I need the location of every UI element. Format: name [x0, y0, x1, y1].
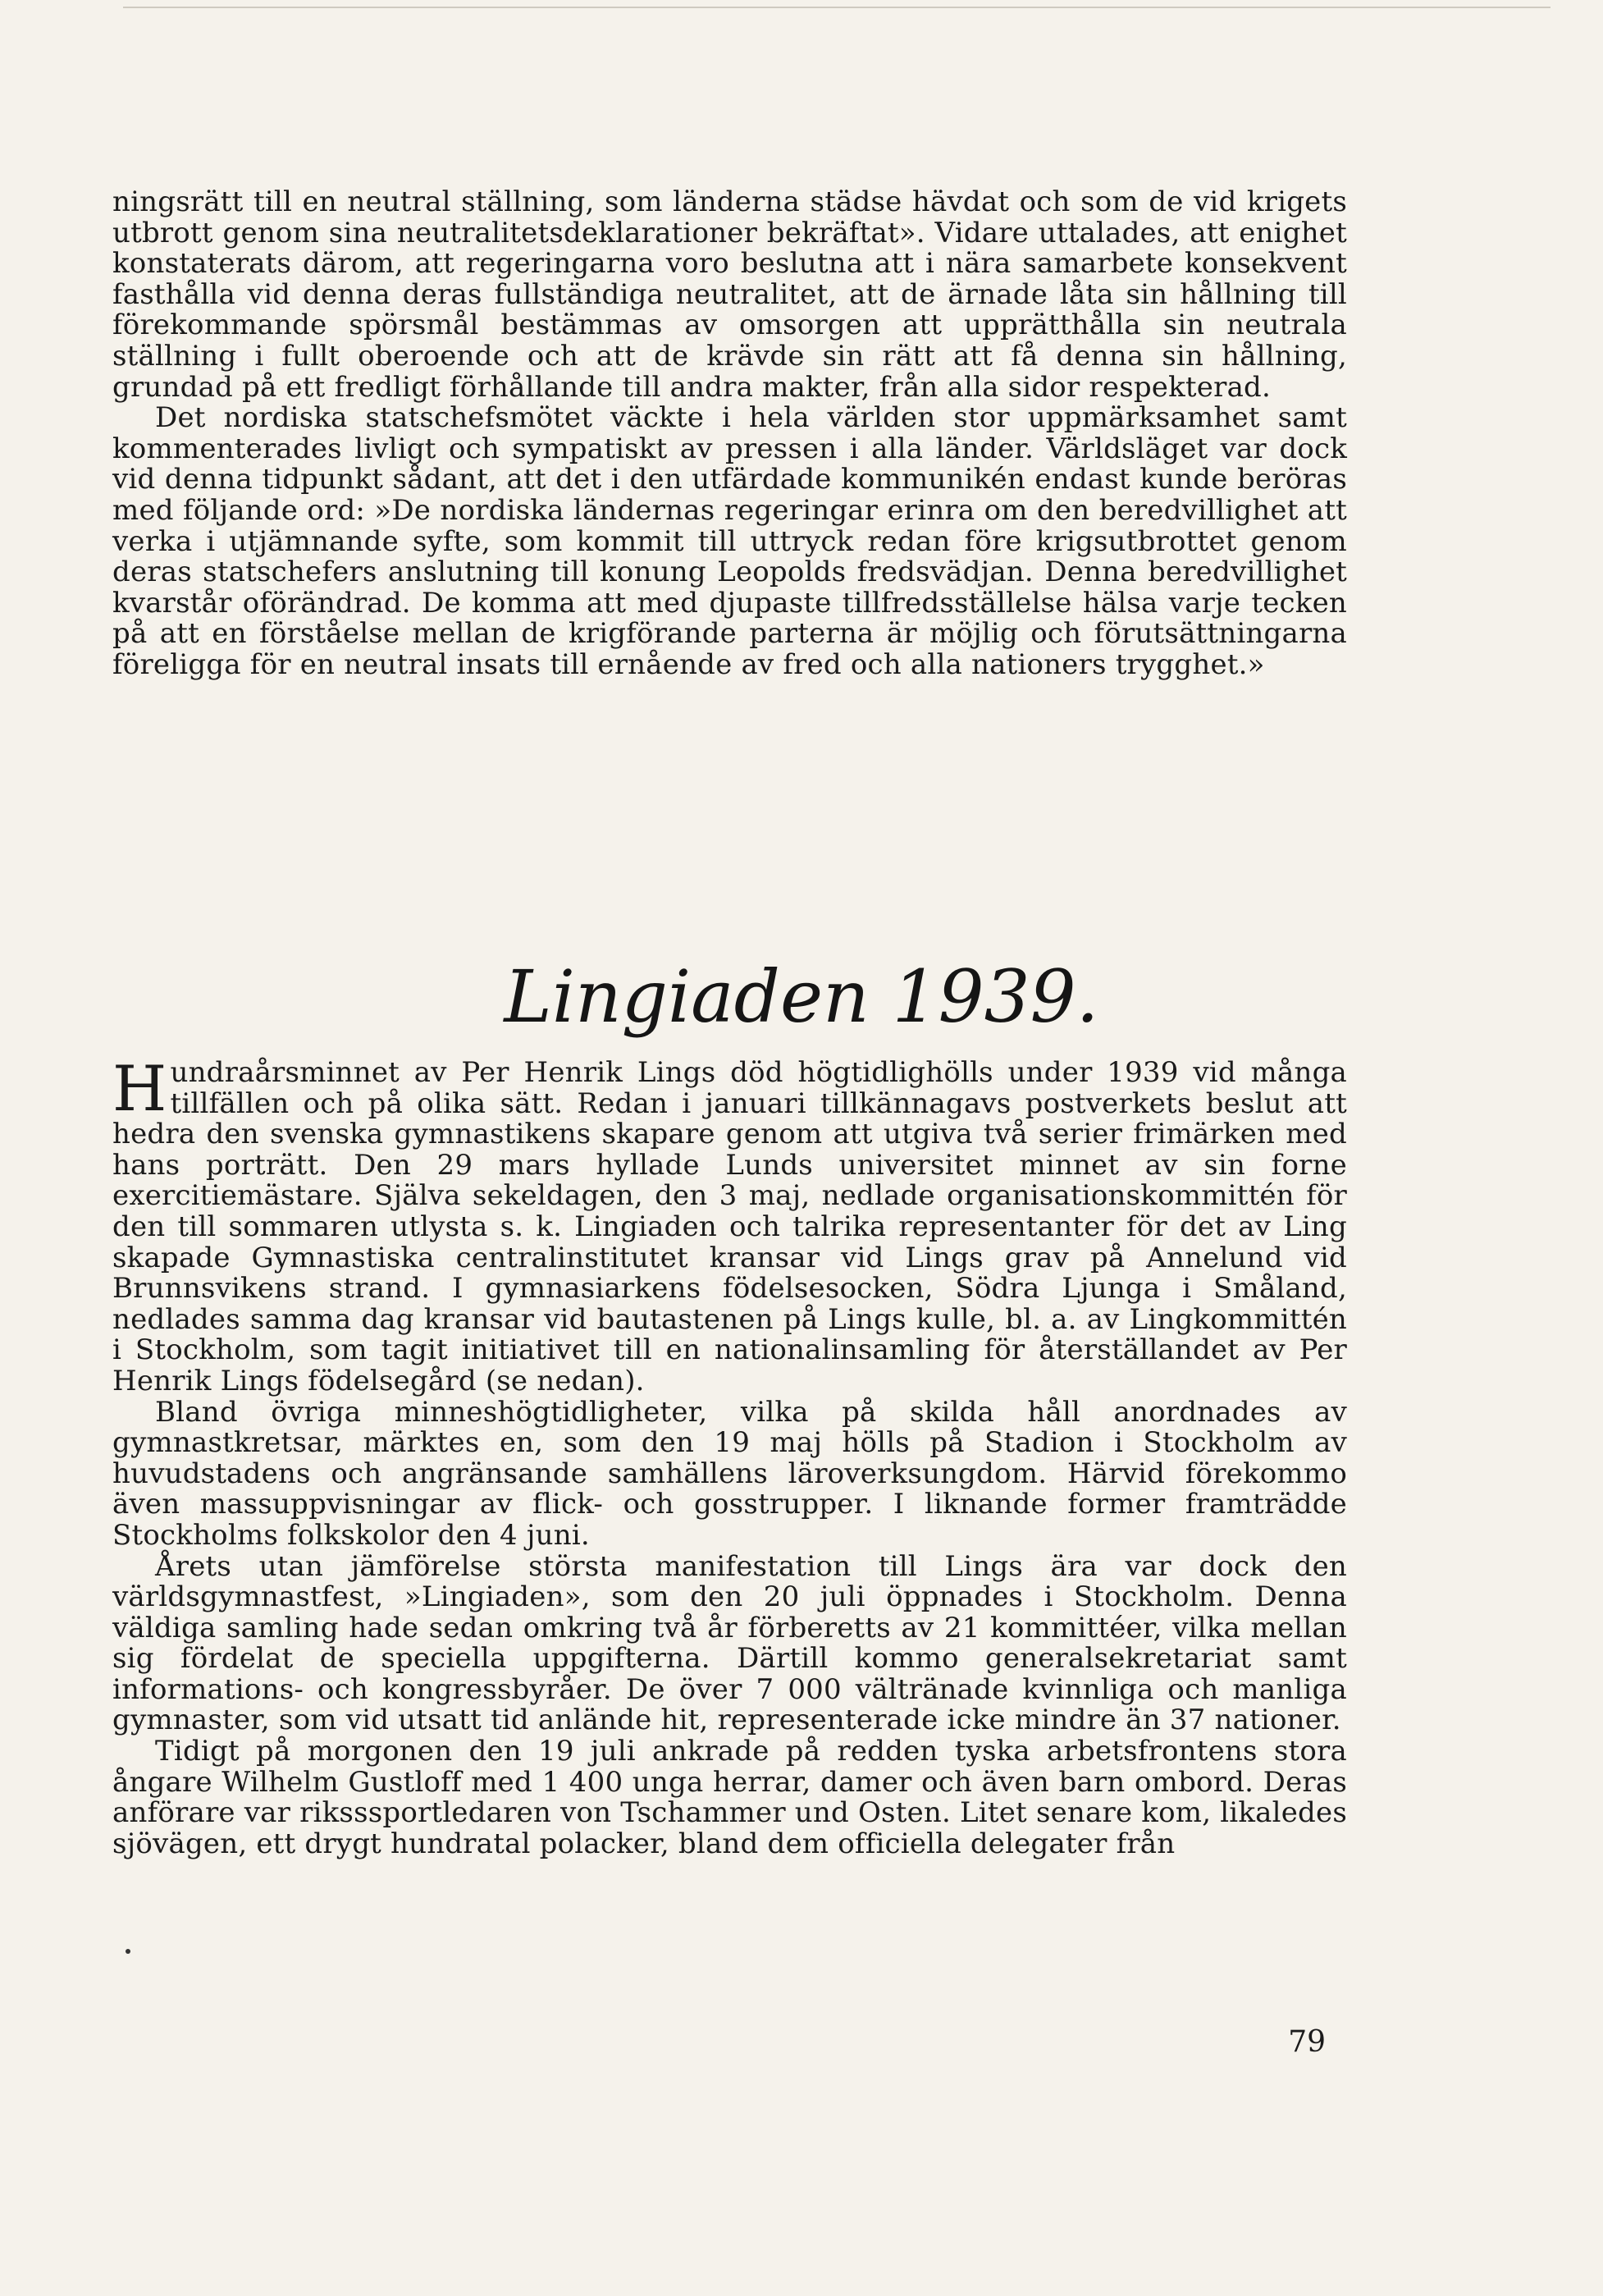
- top-text-block: [112, 187, 1347, 681]
- page-number: 79: [1288, 2025, 1326, 2059]
- top-edge-rule: [123, 7, 1550, 8]
- paragraph-continuation: ningsrätt till en neutral ställning, som länderna städse hävdat och som de vid krigets utbrott genom sina neutralitetsdeklarationer bekräftat». Vidare uttalades, att enighet konstaterats därom, att regeringarna voro beslutna att i nära samarbete konsekvent fasthålla vid denna deras fullständiga neutralitet, att de ärnade låta sin hållning till förekommande spörsmål bestämmas av omsorgen att upprätthålla sin neutrala ställning i fullt oberoende och att de krävde sin rätt att få denna sin hållning, grundad på ett fredligt förhållande till andra makter, från alla sidor respekterad.: [112, 185, 1347, 404]
- paragraph-statschefsmotet: Det nordiska statschefsmötet väckte i hela världen stor uppmärksamhet samt kommenterades livligt och sympatiskt av pressen i alla länder. Världsläget var dock vid denna tidpunkt sådant, att det i den utfärdade kommunikén endast kunde beröras med följande ord: »De nordiska ländernas regeringar erinra om den beredvillighet att verka i utjämnande syfte, som kommit till uttryck redan före krigsutbrottet genom deras statschefers anslutning till konung Leopolds fredsvädjan. Denna beredvillighet kvarstår oförändrad. De komma att med djupaste tillfredsställelse hälsa varje tecken på att en förståelse mellan de krigförande parterna är möjlig och förutsättningarna föreligga för en neutral insats till ernående av fred och alla nationers trygghet.»: [112, 401, 1347, 681]
- paragraph-minneshogtidligheter: Bland övriga minneshögtidligheter, vilka på skilda håll anordnades av gymnastkretsar, märktes en, som den 19 maj hölls på Stadion i Stockholm av huvudstadens och angränsande samhällens läroverksungdom. Härvid förekommo även massuppvisningar av flick- och gosstrupper. I liknande former framträdde Stockholms folkskolor den 4 juni.: [112, 1395, 1347, 1552]
- paragraph-hundraarsminnet: Hundraårsminnet av Per Henrik Lings död högtidlighölls under 1939 vid många tillfällen och på olika sätt. Redan i januari tillkännagavs postverkets beslut att hedra den svenska gymnastikens skapare genom att utgiva två serier frimärken med hans porträtt. Den 29 mars hyllade Lunds universitet minnet av sin forne exercitiemästare. Själva sekeldagen, den 3 maj, nedlade organisationskommittén för den till sommaren utlysta s. k. Lingiaden och talrika representanter för det av Ling skapade Gymnastiska centralinstitutet kransar vid Lings grav på Annelund vid Brunnsvikens strand. I gymnasiarkens födelsesocken, Södra Ljunga i Småland, nedlades samma dag kransar vid bautastenen på Lings kulle, bl. a. av Lingkommittén i Stockholm, som tagit initiativet till en nationalinsamling för återställandet av Per Henrik Lings födelsegård (se nedan).: [112, 1052, 1347, 1397]
- lingiaden-text-block: [112, 1052, 1347, 1860]
- print-speck: [126, 1949, 130, 1954]
- paragraph-wilhelm-gustloff: Tidigt på morgonen den 19 juli ankrade på redden tyska arbetsfrontens stora ångare Wilhelm Gustloff med 1 400 unga herrar, damer och även barn ombord. Deras anförare var riksssportledaren von Tschammer und Osten. Litet senare kom, likaledes sjövägen, ett drygt hundratal polacker, bland dem officiella delegater från: [112, 1735, 1347, 1860]
- section-heading: Lingiaden 1939.: [504, 954, 1099, 1039]
- paragraph-varldsgymnastfest: Årets utan jämförelse största manifestation till Lings ära var dock den världsgymnastfest, »Lingiaden», som den 20 juli öppnades i Stockholm. Denna väldiga samling hade sedan omkring två år förberetts av 21 kommittéer, vilka mellan sig fördelat de speciella uppgifterna. Därtill kommo generalsekretariat samt informations- och kongressbyråer. De över 7 000 vältränade kvinnliga och manliga gymnaster, som vid utsatt tid anlände hit, representerade icke mindre än 37 nationer.: [112, 1549, 1347, 1737]
